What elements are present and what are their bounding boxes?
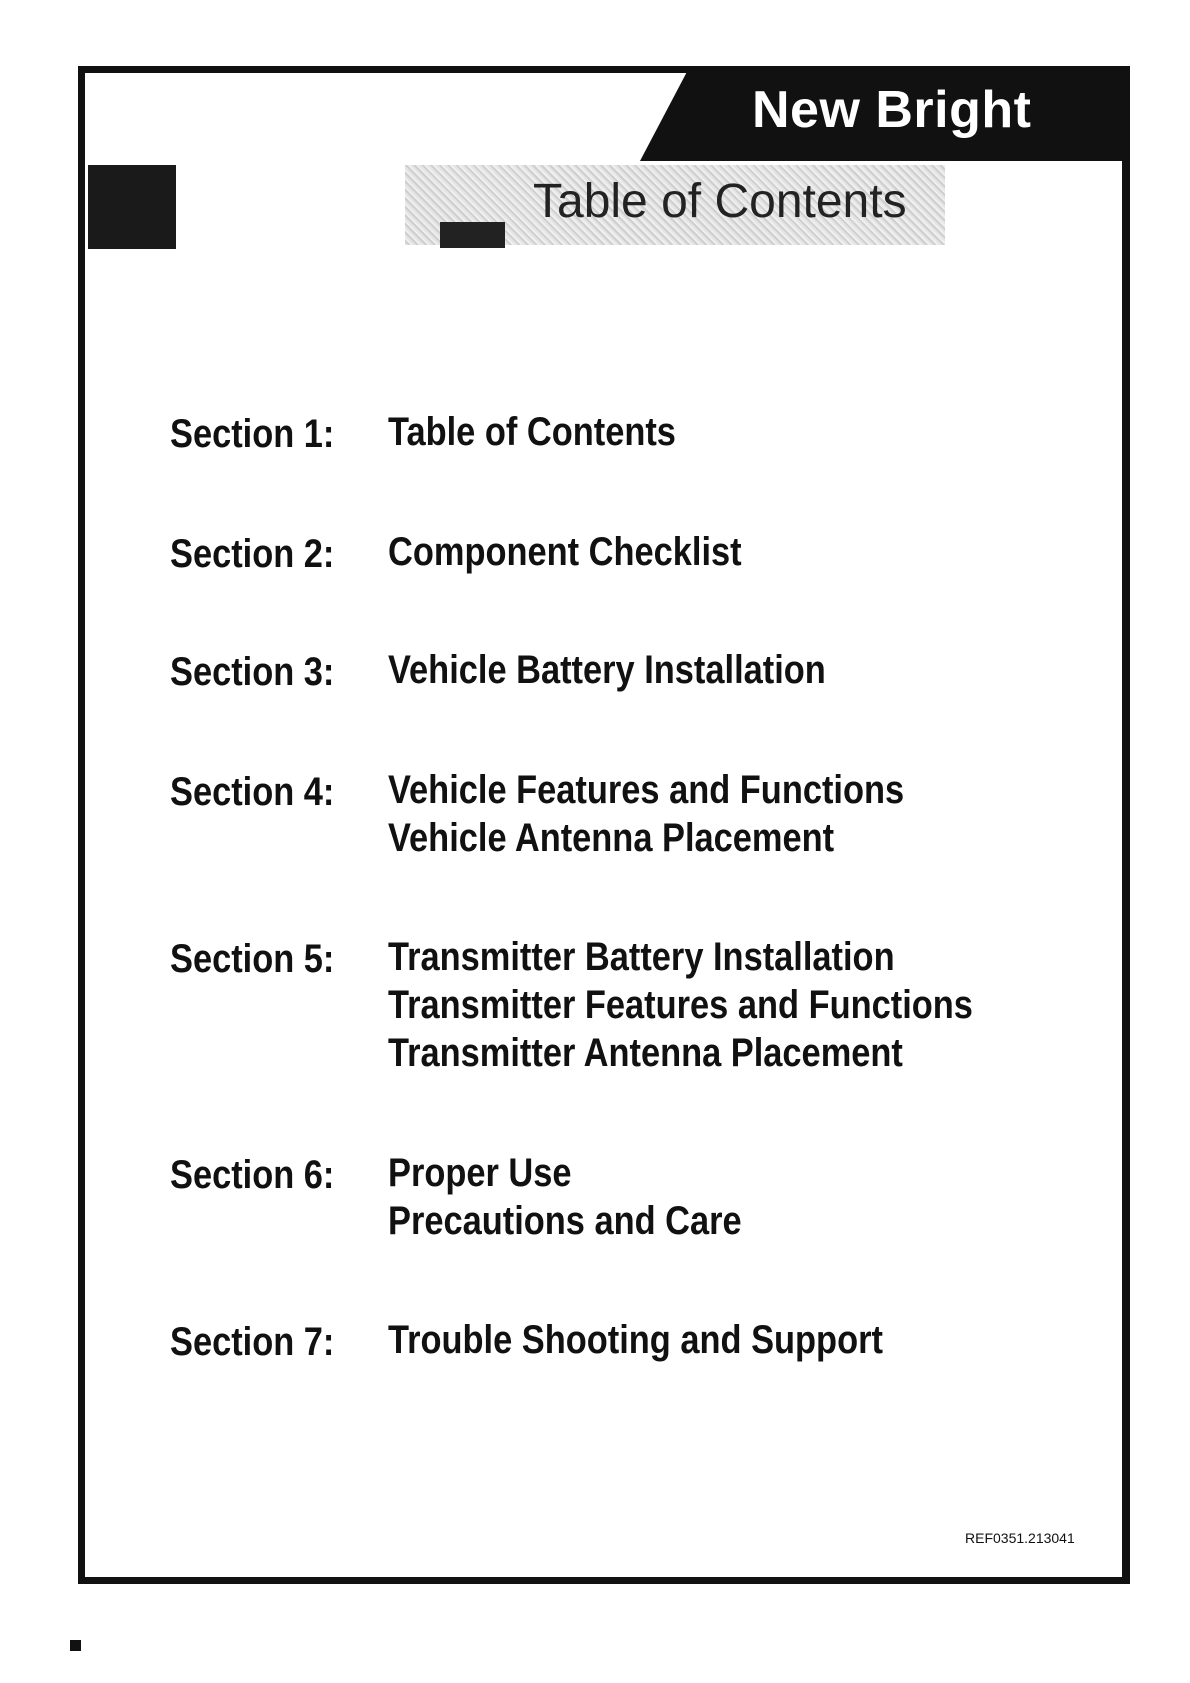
- section-2-label: Section 2:: [170, 532, 335, 576]
- section-2-items: [388, 528, 742, 576]
- decorative-block: [88, 165, 176, 249]
- section-7-items: [388, 1316, 883, 1364]
- brand-name: New Bright: [752, 81, 1032, 139]
- section-6-item-2: Precautions and Care: [388, 1199, 742, 1243]
- page-title: Table of Contents: [533, 175, 907, 228]
- section-3-label: Section 3:: [170, 650, 335, 694]
- title-banner-mark: [440, 222, 505, 248]
- section-3-item-1: Vehicle Battery Installation: [388, 648, 826, 692]
- section-2-item-1: Component Checklist: [388, 530, 742, 574]
- section-5-label: Section 5:: [170, 937, 335, 981]
- section-6-label: Section 6:: [170, 1153, 335, 1197]
- section-4-item-2: Vehicle Antenna Placement: [388, 816, 835, 860]
- section-5-item-2: Transmitter Features and Functions: [388, 983, 973, 1027]
- reference-code: REF0351.213041: [965, 1530, 1075, 1546]
- section-1-items: [388, 408, 676, 456]
- section-4-label: Section 4:: [170, 770, 335, 814]
- section-5-items: [388, 933, 973, 1077]
- section-1-item-1: Table of Contents: [388, 410, 676, 454]
- section-7-label: Section 7:: [170, 1320, 335, 1364]
- section-6-item-1: Proper Use: [388, 1151, 572, 1195]
- section-5-item-3: Transmitter Antenna Placement: [388, 1031, 903, 1075]
- section-7-item-1: Trouble Shooting and Support: [388, 1318, 883, 1362]
- section-3-items: [388, 646, 826, 694]
- section-5-item-1: Transmitter Battery Installation: [388, 935, 895, 979]
- corner-mark: [70, 1640, 81, 1651]
- section-1-label: Section 1:: [170, 412, 335, 456]
- section-4-item-1: Vehicle Features and Functions: [388, 768, 905, 812]
- section-6-items: [388, 1149, 742, 1245]
- section-4-items: [388, 766, 904, 862]
